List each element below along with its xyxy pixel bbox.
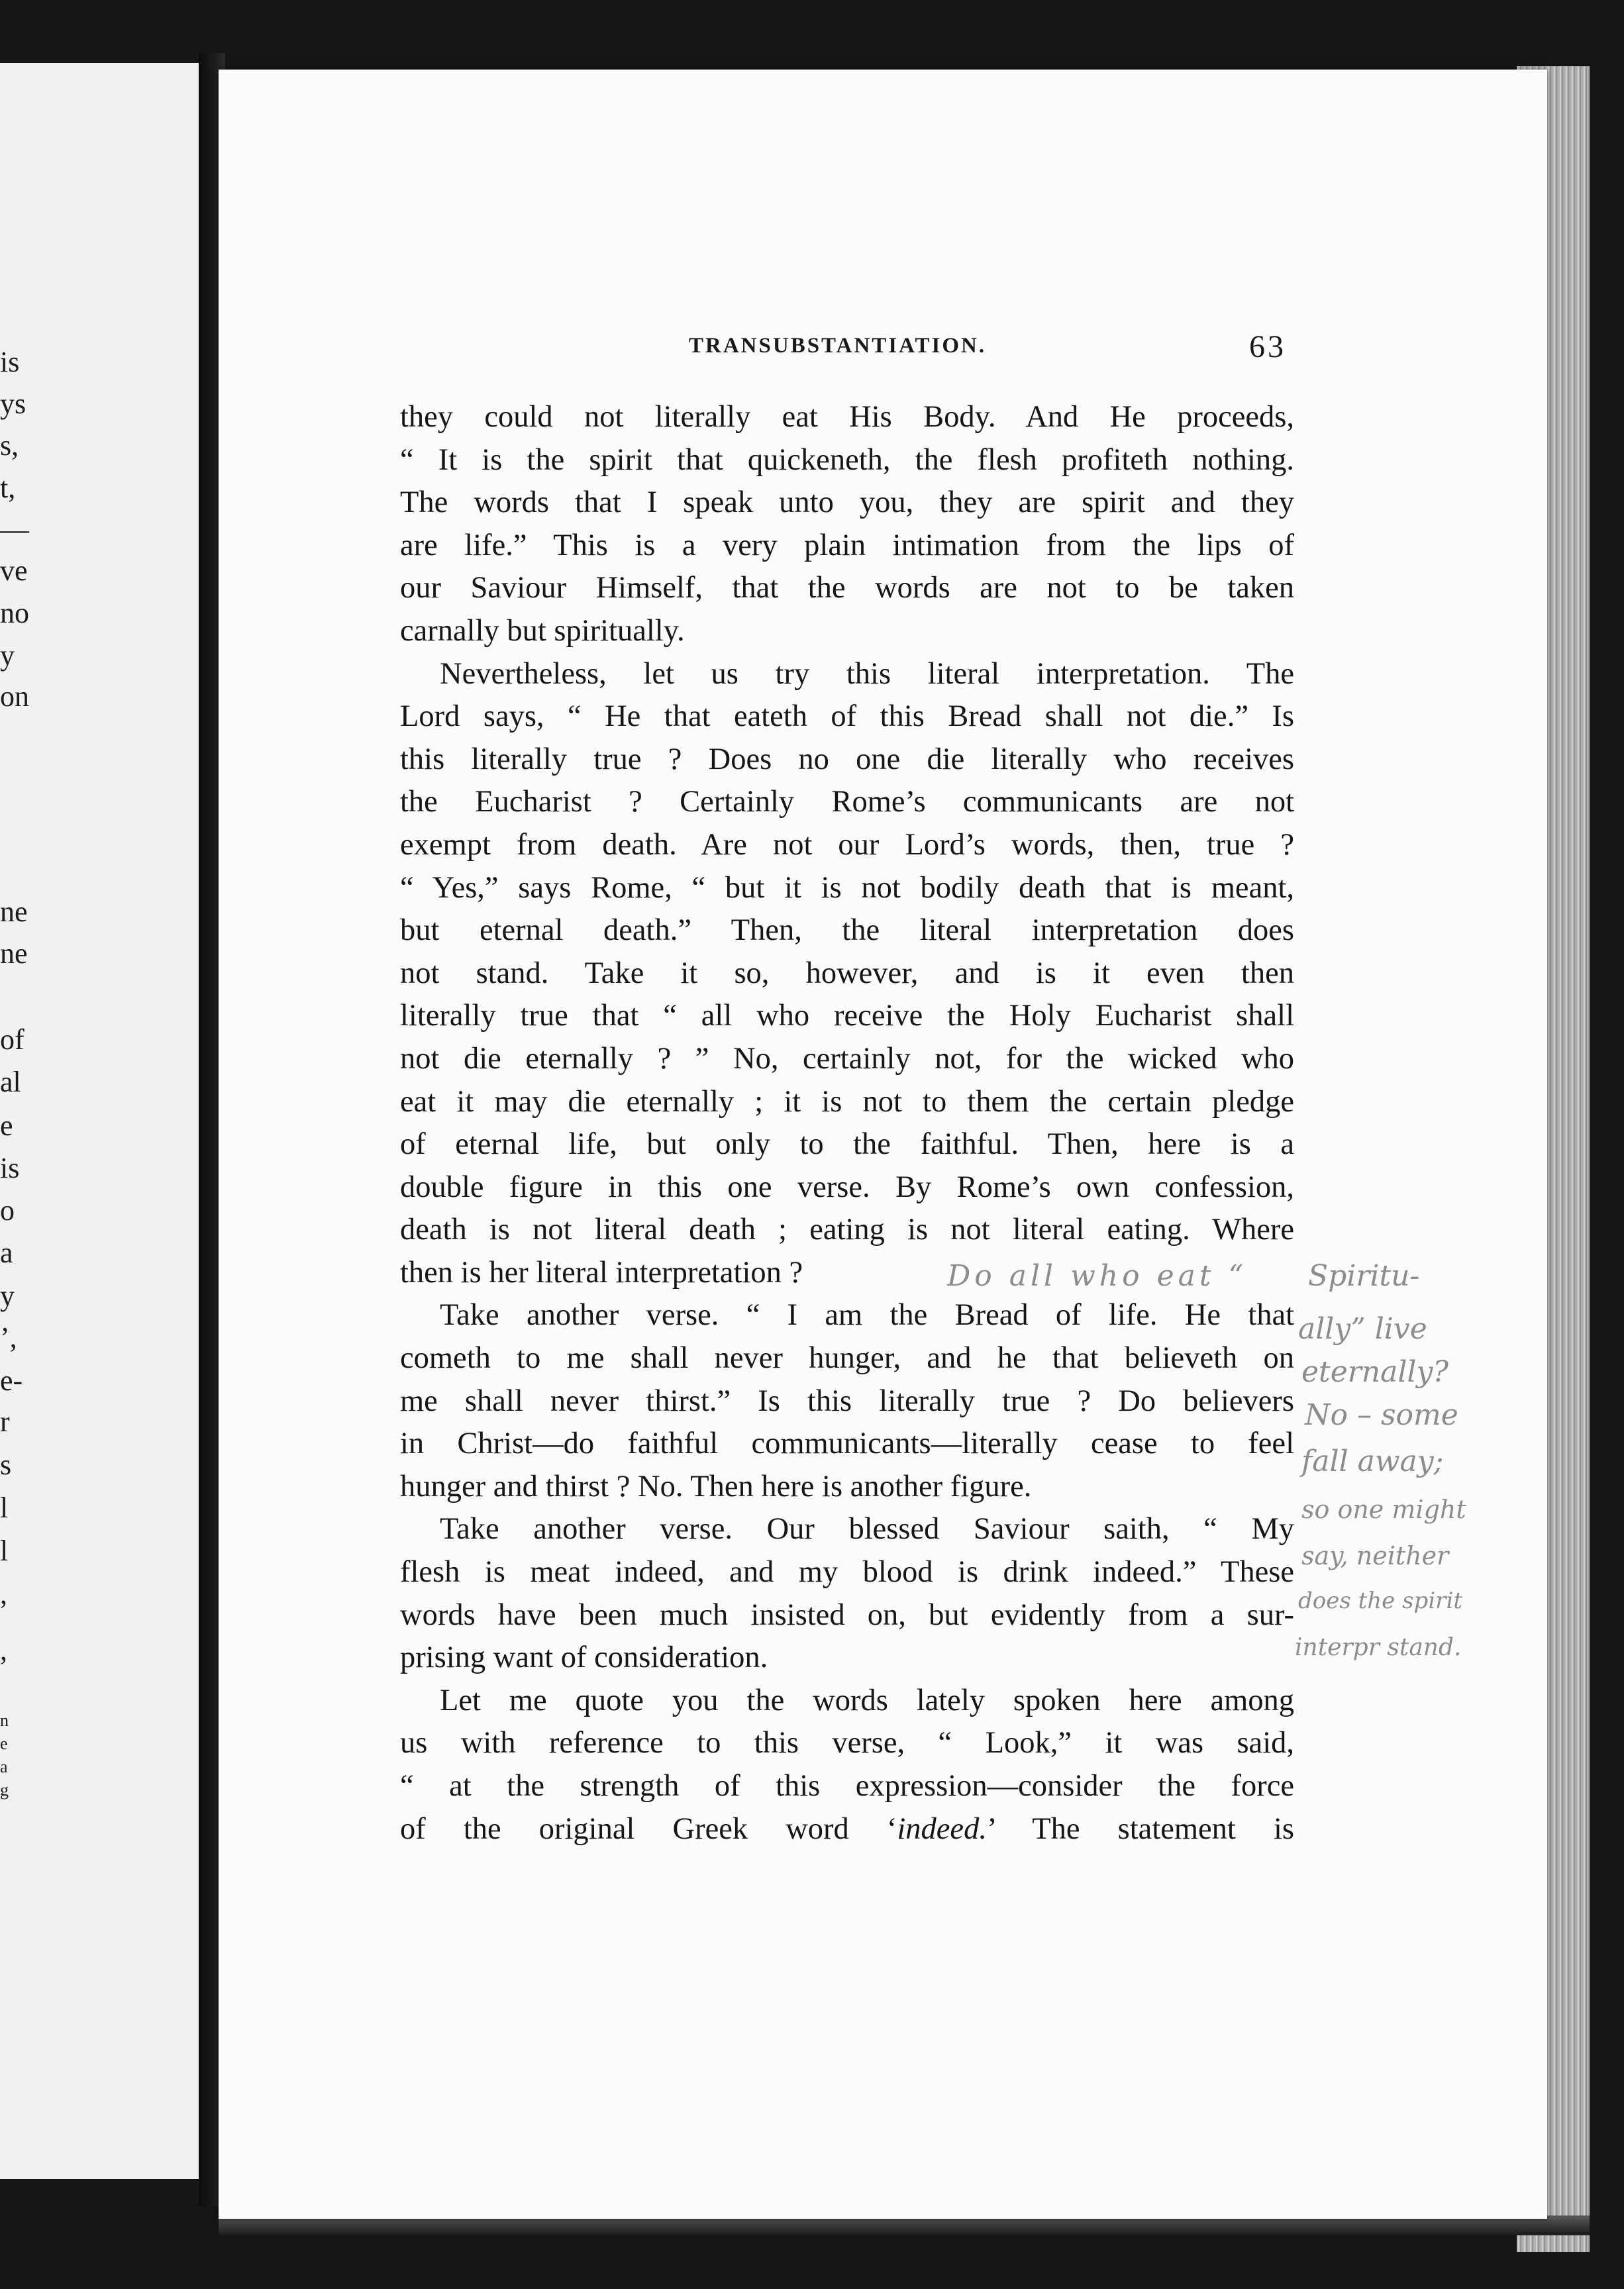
text-line: Let me quote you the words lately spoken here among — [440, 1683, 1294, 1717]
text-line: in Christ—do faithful communicants—literally cease to feel — [400, 1427, 1294, 1461]
text-line: “ It is the spirit that quickeneth, the flesh profiteth nothing. — [400, 442, 1294, 477]
text-line: Lord says, “ He that eateth of this Bread shall not die.” Is — [400, 699, 1294, 734]
left-page-fragment: n — [0, 1711, 9, 1730]
left-page-fragment: — — [0, 513, 29, 546]
text-line: of eternal life, but only to the faithful. Then, here is a — [400, 1127, 1294, 1162]
left-page-fragment: of — [0, 1023, 25, 1056]
left-page-fragment: l — [0, 1492, 9, 1524]
text-line: they could not literally eat His Body. And He proceeds, — [400, 400, 1294, 434]
text-line: but eternal death.” Then, the literal interpretation does — [400, 913, 1294, 948]
text-line: us with reference to this verse, “ Look,” it was said, — [400, 1726, 1294, 1760]
text-line-final — [400, 1808, 1294, 1851]
text-line: death is not literal death ; eating is not literal eating. Where — [400, 1213, 1294, 1247]
handwritten-margin-note: Spiritu- — [1308, 1259, 1420, 1293]
text-line: not die eternally ? ” No, certainly not, for the wicked who — [400, 1041, 1294, 1076]
text-line: hunger and thirst ? No. Then here is another figure. — [400, 1469, 1032, 1503]
text-line: prising want of consideration. — [400, 1641, 768, 1675]
left-page-fragment: e — [0, 1734, 8, 1753]
text-line: “ at the strength of this expression—consider the force — [400, 1769, 1294, 1803]
left-page-fragment: s, — [0, 429, 19, 462]
text-run: ’ The statement is — [986, 1811, 1294, 1846]
left-page-fragment: y — [0, 639, 15, 672]
paragraph — [400, 396, 1294, 653]
left-page-fragment: , — [0, 1578, 7, 1610]
handwritten-margin-note: eternally? — [1301, 1355, 1448, 1389]
running-head: TRANSUBSTANTIATION. — [689, 334, 987, 358]
left-page-fragment: e — [0, 1109, 13, 1142]
handwritten-margin-note: ally” live — [1298, 1312, 1427, 1346]
left-page-fragment: , — [0, 1634, 7, 1666]
paragraph — [400, 1680, 1294, 1851]
left-page-fragment: ne — [0, 937, 28, 970]
page-number: 63 — [1249, 329, 1286, 364]
text-line: are life.” This is a very plain intimation from the lips of — [400, 528, 1294, 562]
left-page-fragment: e- — [0, 1364, 23, 1397]
text-line: The words that I speak unto you, they are spirit and they — [400, 485, 1294, 520]
text-line: Nevertheless, let us try this literal interpretation. The — [440, 656, 1294, 691]
left-page-fragment: y — [0, 1280, 15, 1312]
text-line: flesh is meat indeed, and my blood is drink indeed.” These — [400, 1555, 1294, 1590]
text-line: words have been much insisted on, but evidently from a sur- — [400, 1598, 1294, 1632]
text-line: our Saviour Himself, that the words are not to be taken — [400, 571, 1294, 605]
left-page-fragment: ne — [0, 895, 28, 928]
left-page-fragment: al — [0, 1066, 21, 1098]
left-page-fragment: s — [0, 1449, 12, 1481]
body-text — [400, 396, 1294, 1851]
left-facing-page — [0, 63, 205, 2179]
text-run: of the original Greek word ‘ — [400, 1811, 897, 1846]
paragraph — [400, 653, 1294, 1295]
left-page-fragment: l — [0, 1535, 9, 1567]
handwritten-margin-note: fall away; — [1301, 1445, 1444, 1478]
left-page-fragment: o — [0, 1194, 15, 1227]
left-page-fragment: a — [0, 1757, 8, 1776]
left-page-fragment: a — [0, 1237, 13, 1269]
text-line: not stand. Take it so, however, and is it even then — [400, 956, 1294, 990]
text-line: cometh to me shall never hunger, and he that believeth on — [400, 1341, 1294, 1376]
handwritten-margin-note: does the spirit — [1298, 1588, 1462, 1614]
text-line: “ Yes,” says Rome, “ but it is not bodily death that is meant, — [400, 870, 1294, 905]
text-line: this literally true ? Does no one die literally who receives — [400, 742, 1294, 776]
handwritten-margin-note: No – some — [1305, 1398, 1458, 1432]
left-page-fragment: ’, — [0, 1321, 17, 1354]
italic-word: indeed. — [897, 1811, 987, 1846]
text-line: me shall never thirst.” Is this literally true ? Do believers — [400, 1384, 1294, 1418]
paragraph — [400, 1294, 1294, 1508]
left-page-fragment: ve — [0, 554, 28, 587]
left-page-fragment: g — [0, 1780, 9, 1800]
text-line: the Eucharist ? Certainly Rome’s communicants are not — [400, 785, 1294, 819]
left-page-fragment: ys — [0, 387, 26, 420]
text-line: carnally but spiritually. — [400, 613, 685, 648]
left-page-fragment: is — [0, 346, 20, 378]
left-page-fragment: is — [0, 1152, 20, 1184]
text-line: then is her literal interpretation ? — [400, 1255, 803, 1290]
text-line: double figure in this one verse. By Rome’s own confession, — [400, 1170, 1294, 1204]
handwritten-inline-note: Do all who eat “ — [947, 1259, 1248, 1293]
text-line: Take another verse. Our blessed Saviour saith, “ My — [440, 1512, 1294, 1547]
handwritten-margin-note: interpr stand. — [1295, 1634, 1462, 1661]
text-line: eat it may die eternally ; it is not to them the certain pledge — [400, 1084, 1294, 1119]
left-page-fragment: t, — [0, 472, 16, 504]
text-line: literally true that “ all who receive the Holy Eucharist shall — [400, 999, 1294, 1033]
left-page-fragment: r — [0, 1405, 10, 1438]
left-page-fragment: on — [0, 680, 29, 713]
text-line: exempt from death. Are not our Lord’s words, then, true ? — [400, 827, 1294, 862]
text-line: Take another verse. “ I am the Bread of life. He that — [440, 1298, 1294, 1333]
handwritten-margin-note: say, neither — [1301, 1541, 1449, 1570]
paragraph — [400, 1508, 1294, 1679]
handwritten-margin-note: so one might — [1301, 1495, 1466, 1524]
left-page-fragment: no — [0, 597, 29, 629]
